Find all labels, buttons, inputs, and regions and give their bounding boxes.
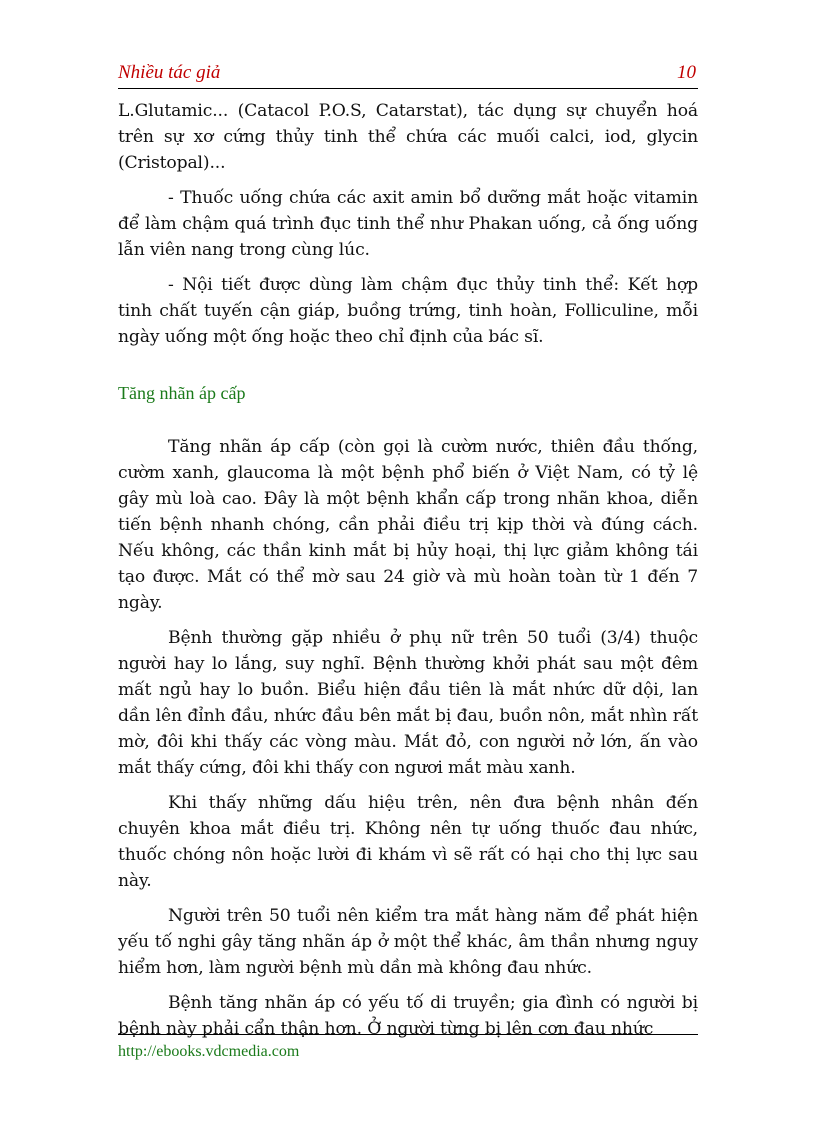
paragraph-endocrine: - Nội tiết được dùng làm chậm đục thủy tinh thể: Kết hợp tinh chất tuyến cận giáp, buồng trứng, tinh hoàn, Folliculine, mỗi ngày uống một ống hoặc theo chỉ định của bác sĩ. xyxy=(118,275,698,347)
paragraph-glaucoma-symptoms: Bệnh thường gặp nhiều ở phụ nữ trên 50 tuổi (3/4) thuộc người hay lo lắng, suy nghĩ. Bệnh thường khởi phát sau một đêm mất ngủ hay lo buồn. Biểu hiện đầu tiên là mắt nhức dữ dội, lan dần lên đỉnh đầu, nhức đầu bên mắt bị đau, buồn nôn, mắt nhìn rất mờ, đôi khi thấy các vòng màu. Mắt đỏ, con người nở lớn, ấn vào mắt thấy cứng, đôi khi thấy con ngươi mắt màu xanh. xyxy=(118,628,698,778)
header-author: Nhiều tác giả xyxy=(118,62,221,83)
page-header xyxy=(118,60,698,89)
paragraph-glaucoma-heredity: Bệnh tăng nhãn áp có yếu tố di truyền; gia đình có người bị bệnh này phải cẩn thận hơn. Ở người từng bị lên cơn đau nhức xyxy=(118,993,698,1039)
paragraph-glaucoma-screening: Người trên 50 tuổi nên kiểm tra mắt hàng năm để phát hiện yếu tố nghi gây tăng nhãn áp ở một thể khác, âm thần nhưng nguy hiểm hơn, làm người bệnh mù dần mà không đau nhức. xyxy=(118,906,698,978)
paragraph-amino-acids: - Thuốc uống chứa các axit amin bổ dưỡng mắt hoặc vitamin để làm chậm quá trình đục tinh thể như Phakan uống, cả ống uống lẫn viên nang trong cùng lúc. xyxy=(118,188,698,260)
footer-divider xyxy=(118,1034,698,1035)
page-body xyxy=(118,98,698,1051)
paragraph-glaucoma-treatment: Khi thấy những dấu hiệu trên, nên đưa bệnh nhân đến chuyên khoa mắt điều trị. Không nên tự uống thuốc đau nhức, thuốc chóng nôn hoặc lười đi khám vì sẽ rất có hại cho thị lực sau này. xyxy=(118,793,698,891)
paragraph-glaucoma-intro: Tăng nhãn áp cấp (còn gọi là cườm nước, thiên đầu thống, cườm xanh, glaucoma là một bệnh phổ biến ở Việt Nam, có tỷ lệ gây mù loà cao. Đây là một bệnh khẩn cấp trong nhãn khoa, diễn tiến bệnh nhanh chóng, cần phải điều trị kịp thời và đúng cách. Nếu không, các thần kinh mắt bị hủy hoại, thị lực giảm không tái tạo được. Mắt có thể mờ sau 24 giờ và mù hoàn toàn từ 1 đến 7 ngày. xyxy=(118,437,698,613)
section-heading: Tăng nhãn áp cấp xyxy=(118,383,246,403)
footer-url-link[interactable]: http://ebooks.vdcmedia.com xyxy=(118,1043,300,1060)
page-number: 10 xyxy=(677,62,696,83)
paragraph-continued: L.Glutamic... (Catacol P.O.S, Catarstat), tác dụng sự chuyển hoá trên sự xơ cứng thủy tinh thể chứa các muối calci, iod, glycin (Cristopal)... xyxy=(118,101,698,173)
